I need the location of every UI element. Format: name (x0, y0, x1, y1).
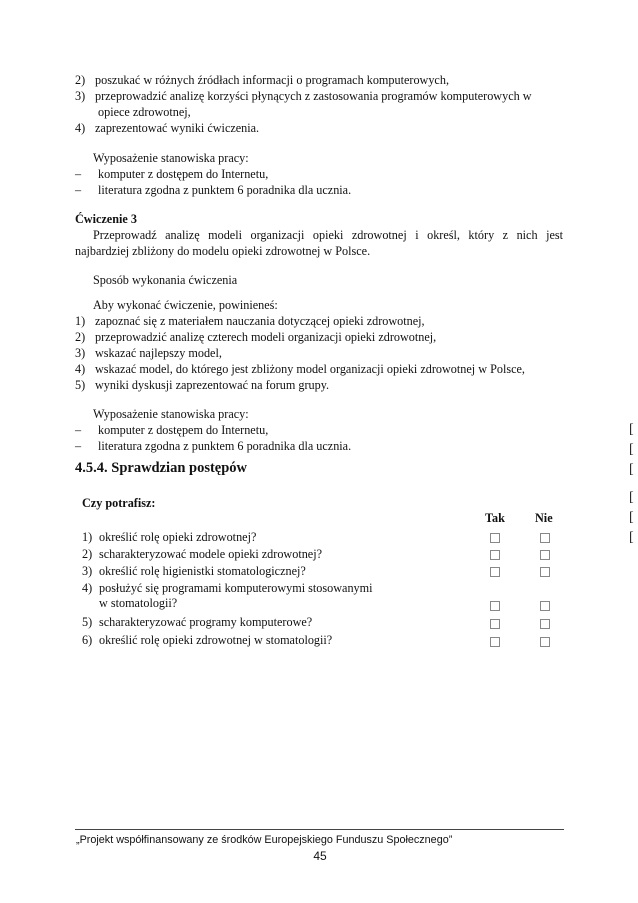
yes-checkbox[interactable] (490, 533, 500, 543)
method-heading: Sposób wykonania ćwiczenia (93, 273, 238, 287)
no-checkbox[interactable] (540, 619, 550, 629)
quiz-item-text: scharakteryzować modele opieki zdrowotnej? (99, 547, 322, 561)
edge-bracket-mark: [ (629, 530, 634, 545)
quiz-item-number: 5) (82, 615, 93, 629)
exercise-title: Ćwiczenie 3 (75, 212, 137, 226)
list-number: 3) (75, 89, 86, 103)
no-checkbox[interactable] (540, 601, 550, 611)
step-number: 5) (75, 378, 86, 392)
quiz-item-number: 3) (82, 564, 93, 578)
quiz-question: Czy potrafisz: (82, 496, 156, 510)
quiz-item-text: określić rolę higienistki stomatologicznej? (99, 564, 306, 578)
step-text: przeprowadzić analizę czterech modeli organizacji opieki zdrowotnej, (95, 330, 437, 344)
footer-text: „Projekt współfinansowany ze środków Europejskiego Funduszu Społecznego” (76, 834, 453, 846)
edge-bracket-mark: [ (629, 422, 634, 437)
no-checkbox[interactable] (540, 567, 550, 577)
list-item-text: poszukać w różnych źródłach informacji o programach komputerowych, (95, 73, 449, 87)
quiz-item-number: 2) (82, 547, 93, 561)
equipment-heading: Wyposażenie stanowiska pracy: (93, 407, 249, 421)
equipment-item: literatura zgodna z punktem 6 poradnika dla ucznia. (98, 183, 352, 197)
step-number: 4) (75, 362, 86, 376)
yes-checkbox[interactable] (490, 567, 500, 577)
yes-checkbox[interactable] (490, 619, 500, 629)
equipment-item: komputer z dostępem do Internetu, (98, 423, 269, 437)
list-item-text: opiece zdrowotnej, (98, 105, 191, 119)
no-checkbox[interactable] (540, 550, 550, 560)
page-number: 45 (313, 849, 327, 863)
no-checkbox[interactable] (540, 533, 550, 543)
steps-intro: Aby wykonać ćwiczenie, powinieneś: (93, 298, 278, 312)
equipment-item: komputer z dostępem do Internetu, (98, 167, 269, 181)
column-yes: Tak (485, 511, 505, 525)
list-item-text: zaprezentować wyniki ćwiczenia. (95, 121, 260, 135)
footer-divider (75, 829, 564, 830)
edge-bracket-mark: [ (629, 490, 634, 505)
quiz-item-text: określić rolę opieki zdrowotnej? (99, 530, 257, 544)
quiz-item-text: posłużyć się programami komputerowymi stosowanymi (99, 581, 373, 595)
step-text: wskazać najlepszy model, (95, 346, 222, 360)
edge-bracket-mark: [ (629, 510, 634, 525)
dash: – (75, 167, 82, 181)
step-text: zapoznać się z materiałem nauczania dotyczącej opieki zdrowotnej, (95, 314, 425, 328)
column-no: Nie (535, 511, 553, 525)
dash: – (75, 183, 82, 197)
step-text: wyniki dyskusji zaprezentować na forum grupy. (95, 378, 330, 392)
edge-bracket-mark: [ (629, 442, 634, 457)
list-number: 4) (75, 121, 86, 135)
equipment-heading: Wyposażenie stanowiska pracy: (93, 151, 249, 165)
quiz-item-text-continued: w stomatologii? (99, 596, 178, 610)
edge-bracket-mark: [ (629, 462, 634, 477)
step-text: wskazać model, do którego jest zbliżony model organizacji opieki zdrowotnej w Polsce, (95, 362, 525, 376)
step-number: 1) (75, 314, 86, 328)
quiz-item-number: 6) (82, 633, 93, 647)
yes-checkbox[interactable] (490, 601, 500, 611)
quiz-item-text: określić rolę opieki zdrowotnej w stomatologii? (99, 633, 333, 647)
exercise-description-line1: Przeprowadź analizę modeli organizacji opieki zdrowotnej i określ, który z nich jest (93, 228, 563, 242)
dash: – (75, 439, 82, 453)
quiz-item-number: 1) (82, 530, 93, 544)
list-number: 2) (75, 73, 86, 87)
equipment-item: literatura zgodna z punktem 6 poradnika dla ucznia. (98, 439, 352, 453)
yes-checkbox[interactable] (490, 637, 500, 647)
no-checkbox[interactable] (540, 637, 550, 647)
step-number: 3) (75, 346, 86, 360)
quiz-item-text: scharakteryzować programy komputerowe? (99, 615, 313, 629)
section-title: 4.5.4. Sprawdzian postępów (75, 460, 248, 476)
list-item-text: przeprowadzić analizę korzyści płynących z zastosowania programów komputerowych w (95, 89, 532, 103)
quiz-item-number: 4) (82, 581, 93, 595)
dash: – (75, 423, 82, 437)
yes-checkbox[interactable] (490, 550, 500, 560)
step-number: 2) (75, 330, 86, 344)
exercise-description-line2: najbardziej zbliżony do modelu opieki zdrowotnej w Polsce. (75, 244, 371, 258)
